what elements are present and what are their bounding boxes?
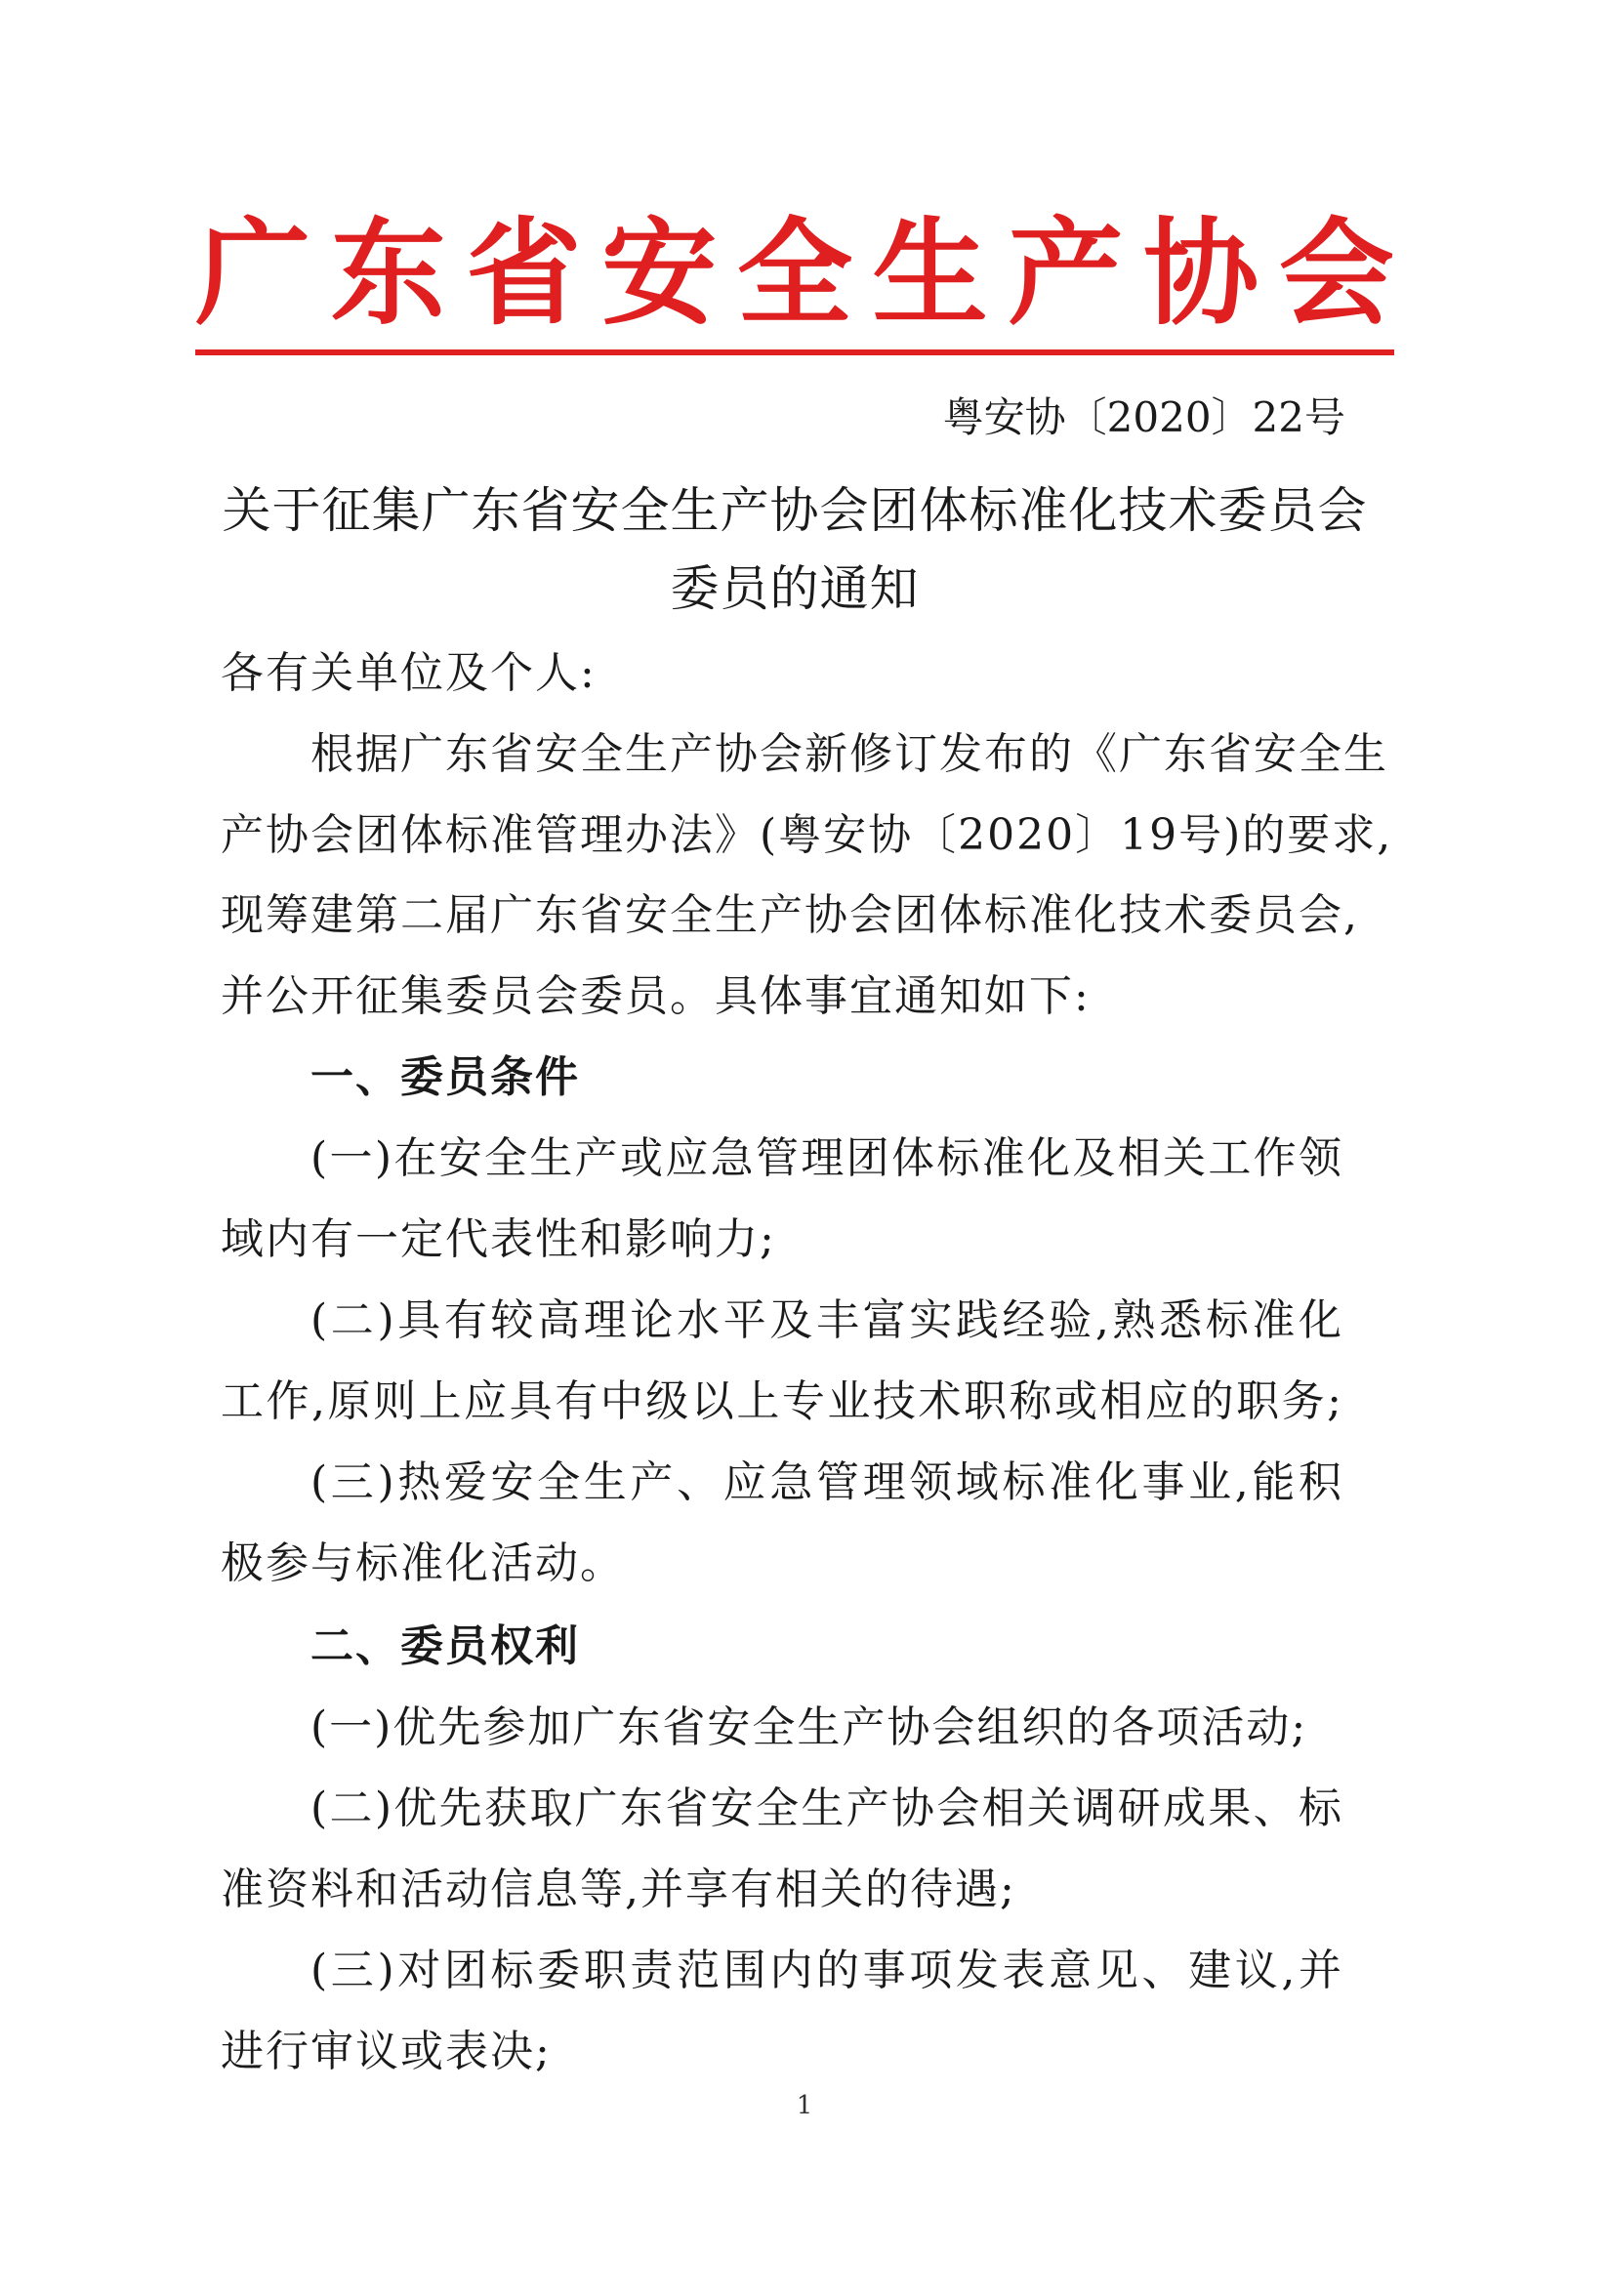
list-item-text: 极参与标准化活动。 — [221, 1538, 625, 1588]
list-item-text: (三)对团标委职责范围内的事项发表意见、建议,并 — [310, 1946, 1343, 1995]
masthead-char: 全 — [736, 205, 852, 341]
body-text-line: 现筹建第二届广东省安全生产协会团体标准化技术委员会, — [221, 890, 1359, 940]
masthead-char: 安 — [601, 205, 718, 341]
list-item-text: (二)优先获取广东省安全生产协会相关调研成果、标 — [310, 1784, 1343, 1833]
masthead-char: 会 — [1278, 205, 1394, 341]
body-text-line: 根据广东省安全生产协会新修订发布的《广东省安全生 — [310, 729, 1388, 779]
masthead-org-name — [195, 200, 1394, 347]
body-text-line: 产协会团体标准管理办法》(粤安协〔2020〕19号)的要求, — [221, 810, 1393, 860]
masthead-char: 生 — [872, 205, 988, 341]
list-item-text: (三)热爱安全生产、应急管理领域标准化事业,能积 — [310, 1457, 1343, 1507]
list-item-text: (一)优先参加广东省安全生产协会组织的各项活动; — [310, 1702, 1308, 1752]
document-title-line-2: 委员的通知 — [670, 560, 920, 617]
document-number: 粤安协〔2020〕22号 — [942, 393, 1345, 441]
masthead-divider — [195, 349, 1394, 355]
masthead-char: 产 — [1008, 205, 1124, 341]
salutation: 各有关单位及个人: — [221, 648, 597, 698]
body-text-line: 并公开征集委员会委员。具体事宜通知如下: — [221, 971, 1091, 1021]
masthead-char: 东 — [330, 205, 446, 341]
document-title-line-1: 关于征集广东省安全生产协会团体标准化技术委员会 — [222, 482, 1368, 539]
page-number: 1 — [796, 2091, 813, 2120]
list-item-text: (一)在安全生产或应急管理团体标准化及相关工作领 — [310, 1133, 1343, 1183]
list-item-text: 域内有一定代表性和影响力; — [221, 1214, 776, 1264]
list-item-text: 工作,原则上应具有中级以上专业技术职称或相应的职务; — [221, 1376, 1343, 1426]
list-item-text: 准资料和活动信息等,并享有相关的待遇; — [221, 1865, 1016, 1914]
list-item-text: (二)具有较高理论水平及丰富实践经验,熟悉标准化 — [310, 1295, 1343, 1345]
list-item-text: 进行审议或表决; — [221, 2027, 552, 2076]
masthead-char: 协 — [1143, 205, 1259, 341]
masthead-char: 广 — [195, 205, 311, 341]
section-heading: 一、委员条件 — [310, 1052, 580, 1102]
section-heading: 二、委员权利 — [310, 1621, 580, 1671]
masthead-char: 省 — [466, 205, 582, 341]
